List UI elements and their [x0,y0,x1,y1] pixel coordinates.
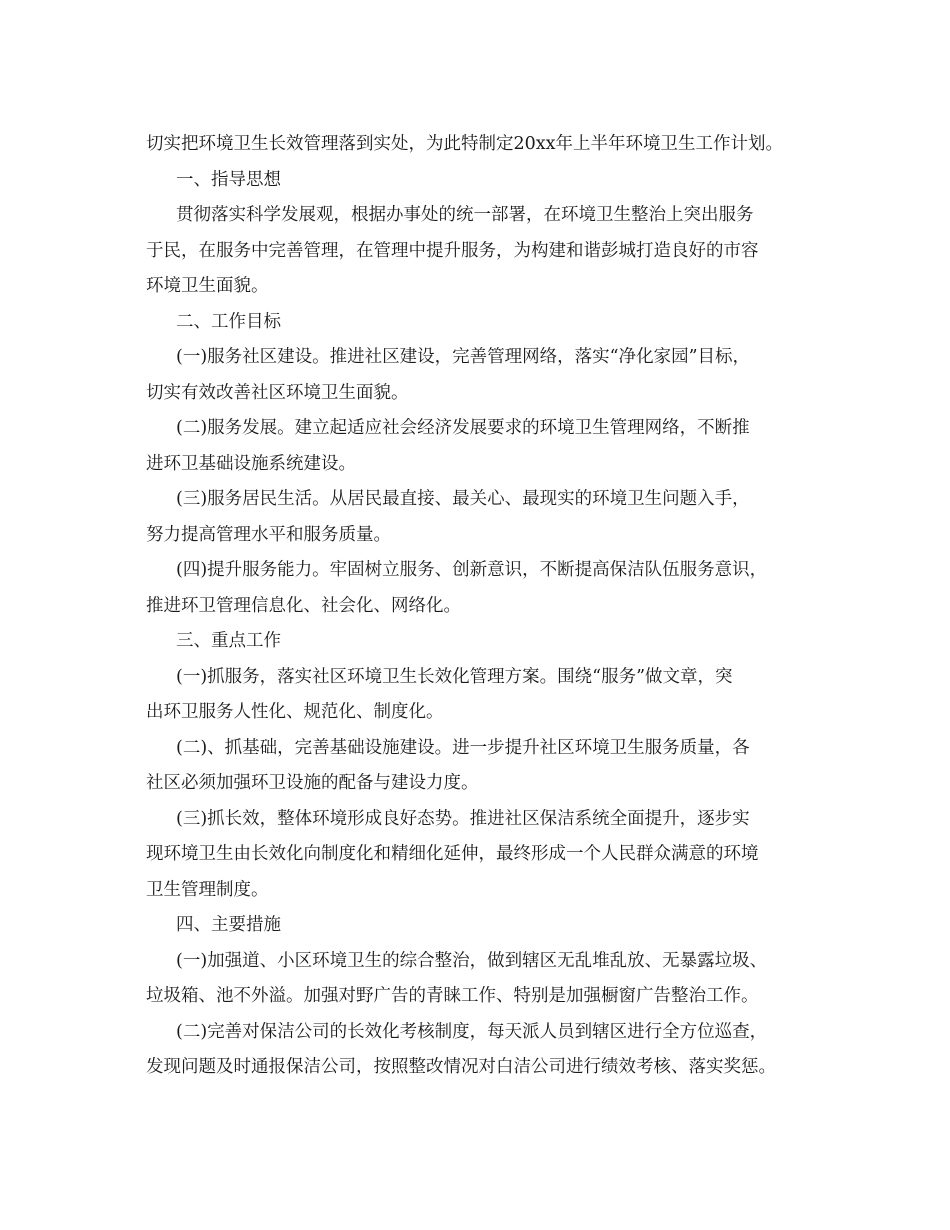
document-body [146,127,816,1086]
text-line: 切实把环境卫生长效管理落到实处，为此特制定20xx年上半年环境卫生工作计划。 [146,134,784,154]
text-line: (二)服务发展。建立起适应社会经济发展要求的环境卫生管理网络，不断推 [176,418,750,438]
text-line: (四)提升服务能力。牢固树立服务、创新意识，不断提高保洁队伍服务意识， [176,560,768,580]
text-line: 努力提高管理水平和服务质量。 [146,524,391,545]
text-line: 贯彻落实科学发展观，根据办事处的统一部署，在环境卫生整治上突出服务 [176,205,754,225]
text-line: (二)、抓基础，完善基础设施建设。进一步提升社区环境卫生服务质量，各 [176,737,750,758]
text-line: 进环卫基础设施系统建设。 [146,453,356,474]
text-line: (二)完善对保洁公司的长效化考核制度，每天派人员到辖区进行全方位巡查， [176,1021,768,1042]
text-line: 切实有效改善社区环境卫生面貌。 [146,382,409,403]
text-line: (三)服务居民生活。从居民最直接、最关心、最现实的环境卫生问题入手， [176,489,750,509]
text-line: 出环卫服务人性化、规范化、制度化。 [146,702,444,722]
text-line: 于民，在服务中完善管理，在管理中提升服务，为构建和谐彭城打造良好的市容 [146,240,759,261]
section-heading: 三、重点工作 [176,631,281,651]
text-line: (三)抓长效，整体环境形成良好态势。推进社区保洁系统全面提升，逐步实 [176,808,750,829]
section-heading: 一、指导思想 [176,169,281,190]
section-heading: 四、主要措施 [176,915,281,935]
section-heading: 二、工作目标 [176,311,281,332]
text-line: 社区必须加强环卫设施的配备与建设力度。 [146,773,479,793]
text-line: (一)加强道、小区环境卫生的综合整治，做到辖区无乱堆乱放、无暴露垃圾、 [176,950,768,971]
text-line: (一)抓服务，落实社区环境卫生长效化管理方案。围绕“服务”做文章，突 [176,666,733,687]
text-line: 发现问题及时通报保洁公司，按照整改情况对白洁公司进行绩效考核、落实奖惩。 [146,1057,776,1077]
text-line: 环境卫生面貌。 [146,276,269,296]
text-line: 卫生管理制度。 [146,879,269,900]
text-line: 垃圾箱、池不外溢。加强对野广告的青睐工作、特别是加强橱窗广告整治工作。 [146,986,759,1006]
text-line: (一)服务社区建设。推进社区建设，完善管理网络，落实“净化家园”目标， [176,347,751,367]
text-line: 现环境卫生由长效化向制度化和精细化延伸，最终形成一个人民群众满意的环境 [146,844,759,864]
text-line: 推进环卫管理信息化、社会化、网络化。 [146,595,461,616]
